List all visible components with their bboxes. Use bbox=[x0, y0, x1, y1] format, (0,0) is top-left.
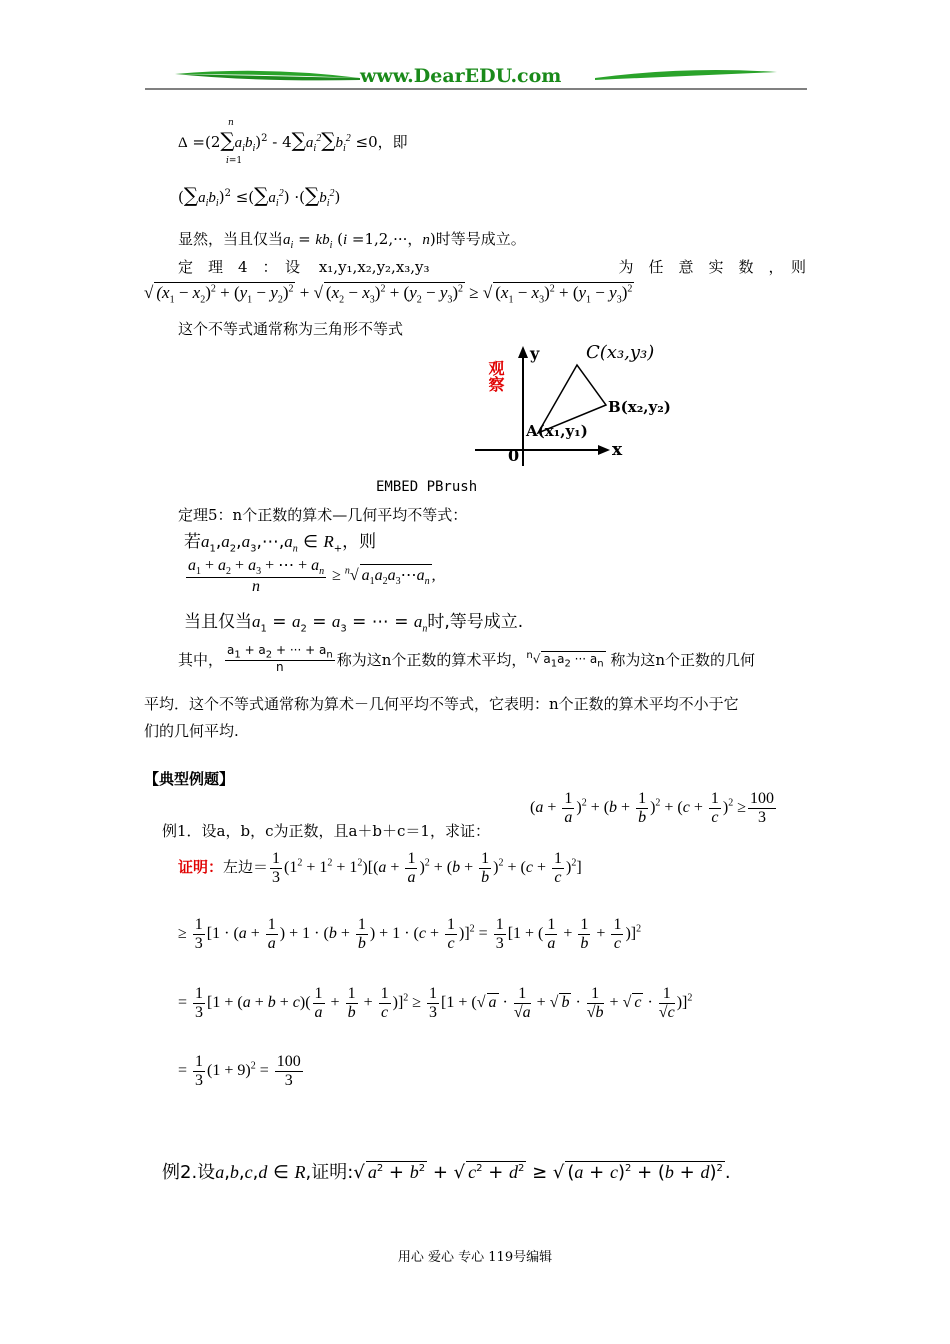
where-mid: 称为这n个正数的算术平均， bbox=[336, 650, 527, 669]
ifline-post: ，则 bbox=[342, 532, 377, 552]
examples-heading: 【典型例题】 bbox=[144, 770, 235, 788]
amgm-equality: 当且仅当$a_1 = a_2 = a_3$ = ⋯ = $a_n$时,等号成立. bbox=[184, 612, 524, 635]
where-pre: 其中， bbox=[178, 650, 224, 669]
paragraph-2: 平均．这个不等式通常称为算术－几何平均不等式，它表明：n个正数的算术平均不小于它 bbox=[144, 695, 739, 713]
delta-formula: $\Delta =(2\sum a_ib_i)^2 - 4\sum a_i^2\sum b_i^2 \le 0$，即 bbox=[178, 128, 408, 154]
theorem4-line bbox=[178, 256, 806, 277]
sum-limits: n bbox=[228, 118, 234, 128]
proof-left: 左边＝ bbox=[223, 857, 269, 876]
x-axis-label: x bbox=[612, 440, 623, 460]
point-c-label: C(x₃,y₃) bbox=[586, 342, 655, 363]
proof-line-2: ≥ $\frac{1}{3}$ [1 · (a + $\frac{1}{a}$ ) + 1 · (b + $\frac{1}{b}$ ) + 1 · (c + $\frac{1}{c}$ )]$^2$ = $\frac{1}{3}$ [1 + ( $\frac{1}{a}$ + $\frac{1}{b}$ + $\frac{1}{c}$ )]$^2$ bbox=[178, 916, 642, 952]
ifline-pre: 若 bbox=[184, 532, 201, 552]
theorem5-line: 定理5：n个正数的算术—几何平均不等式： bbox=[178, 506, 468, 524]
proof-label: 证明： bbox=[178, 857, 224, 876]
where-line: 其中， $\frac{a_1 + a_2 + \cdot\cdot\cdot + a_n}{n}$ 称为这n个正数的算术平均，$^n$√ $a_1a_2$ ··· $a_n$ 称为这n个正数的几何 bbox=[178, 643, 756, 675]
ex1-text: 例1．设a，b，c为正数，且a＋b＋c＝1，求证： bbox=[162, 822, 490, 840]
proof-line-3: = $\frac{1}{3}$ [1 + (a + b + c)( $\frac{1}{a}$ + $\frac{1}{b}$ + $\frac{1}{c}$ )]$^2$ ≥ $\frac{1}{3}$ [1 + (√ a · $\frac{1}{√a}$ + √ b · $\frac{1}{√b}$ + √ c · $\frac{1}{√c}$ )]$^2$ bbox=[178, 985, 693, 1021]
ex2-pre: 例2.设 bbox=[162, 1162, 216, 1183]
site-logo[interactable]: www.DearEDU.com bbox=[360, 65, 562, 87]
point-b-label: B(x₂,y₂) bbox=[608, 398, 671, 416]
theorem4-vars: x₁,y₁,x₂,y₂,x₃,y₃ bbox=[318, 258, 430, 276]
ex2-mid: 证明: bbox=[311, 1162, 354, 1183]
theorem4-tail: 为 任 意 实 数 ， 则 bbox=[618, 258, 806, 276]
triangle-figure bbox=[470, 338, 670, 468]
origin-label: 0 bbox=[508, 446, 520, 465]
ex2-line: 例2.设a,b,c,d ∈ R,证明:√ $a^2 + b^2$ + √ $c^2 + d^2$ ≥ √ $(a + c)^2 + (b + d)^2$ . bbox=[162, 1162, 731, 1183]
where-post: 称为这n个正数的几何 bbox=[610, 650, 756, 669]
theorem4-label: 定 理 4 ： 设 bbox=[178, 258, 301, 276]
header-banner bbox=[145, 62, 807, 92]
ex1-target-formula: (a + $\frac{1}{a}$ )$^2$ + (b + $\frac{1}{b}$ )$^2$ + (c + $\frac{1}{c}$ )$^2$ ≥ $\frac{100}{3}$ bbox=[530, 790, 775, 826]
equality-note-pre: 显然，当且仅当 bbox=[178, 230, 284, 248]
figure-watermark: 观察 bbox=[486, 360, 505, 392]
point-a-label: A(x₁,y₁) bbox=[526, 422, 588, 440]
proof-line-1: 证明：左边＝ $\frac{1}{3}$ $(1^2 + 1^2 + 1^2)[(a$ + $\frac{1}{a}$ )$^2$ + (b + $\frac{1}{b}$ )$^2$ + (c + $\frac{1}{c}$ )$^2$] bbox=[178, 850, 582, 886]
amgm-formula: $\frac{a_1 + a_2 + a_3 + \cdots + a_n}{n}$ ≥ $^n$√ $a_1a_2a_3\cdots a_n$ , bbox=[188, 557, 436, 596]
amgm-condition: 若$a_1,a_2,a_3,\cdots,a_n$ ∈ $R_+$，则 bbox=[184, 532, 377, 555]
equality-note: 显然，当且仅当$a_i = kb_i$ (i =1,2,···，n)时等号成立。 bbox=[178, 230, 526, 251]
amgm-equality-post: 时,等号成立. bbox=[427, 612, 524, 632]
page-footer: 用心 爱心 专心 119号编辑 bbox=[397, 1250, 553, 1265]
embed-placeholder: EMBED PBrush bbox=[376, 479, 478, 495]
sum-limits: i=1 bbox=[226, 156, 243, 166]
equality-note-post: 时等号成立。 bbox=[435, 230, 526, 248]
amgm-equality-pre: 当且仅当 bbox=[184, 612, 252, 632]
delta-tail: ，即 bbox=[377, 133, 408, 151]
cauchy-formula: $(\sum a_ib_i)^2 \le(\sum a_i^2) \cdot(\sum b_i^2)$ bbox=[178, 183, 341, 209]
y-axis-label: y bbox=[530, 344, 540, 363]
triangle-note: 这个不等式通常称为三角形不等式 bbox=[178, 320, 404, 338]
triangle-inequality-formula: √ $(x_1 - x_2)^2 + (y_1 - y_2)^2$ + √ $(x_2 - x_3)^2 + (y_2 - y_3)^2$ ≥ √ $(x_1 - x_3)^2 + (y_1 - y_3)^2$ bbox=[144, 283, 633, 306]
paragraph-3: 们的几何平均. bbox=[144, 722, 239, 740]
proof-line-4: = $\frac{1}{3}$ $(1 + 9)^2$ = $\frac{100}{3}$ bbox=[178, 1053, 301, 1089]
